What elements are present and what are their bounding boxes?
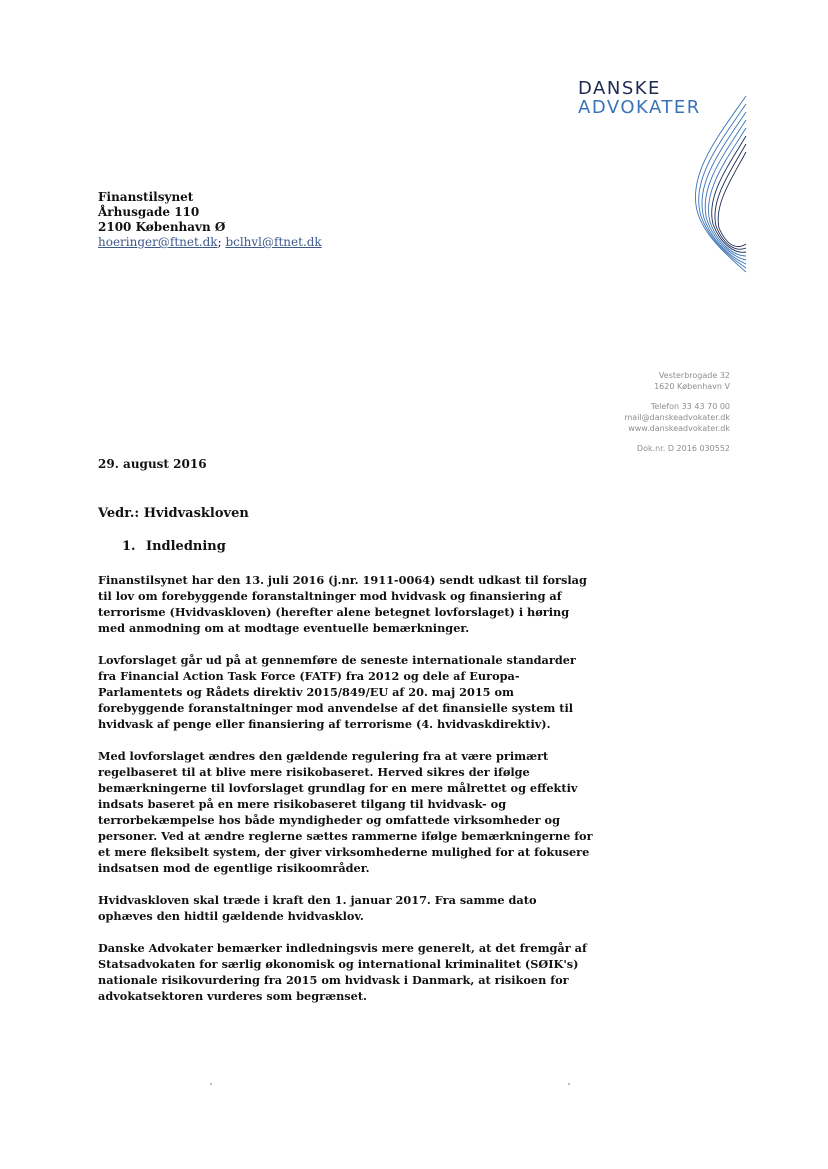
recipient-city: 2100 København Ø: [98, 220, 226, 234]
scan-speck: [568, 1083, 570, 1085]
recipient-email-link-2[interactable]: bclhvl@ftnet.dk: [225, 235, 322, 249]
recipient-address: [98, 190, 322, 250]
letter-date: 29. august 2016: [98, 457, 207, 471]
recipient-street: Århusgade 110: [98, 205, 200, 219]
paragraph-5: Danske Advokater bemærker indledningsvis mere generelt, at det fremgår af Statsadvokaten for særlig økonomisk og international kriminalitet (SØIK's) nationale risikovurdering fra 2015 om hvidvask i Danmark, at risikoen for advokatsektoren vurderes som begrænset.: [98, 941, 587, 1003]
logo-text-advokater: ADVOKATER: [578, 97, 701, 118]
document-number: Dok.nr. D 2016 030552: [636, 444, 730, 453]
paragraph-2: Lovforslaget går ud på at gennemføre de seneste internationale standarder fra Financial Action Task Force (FATF) fra 2012 og dele af Europa-Parlamentets og Rådets direktiv 2015/849/EU af 20. maj 2015 om forebyggende foranstaltninger mod anvendelse af det finansielle system til hvidvask af penge eller finansiering af terrorisme (4. hvidvaskdirektiv).: [98, 653, 576, 731]
section-heading: [122, 539, 226, 554]
logo-text-danske: DANSKE: [578, 78, 661, 99]
section-title: Indledning: [146, 539, 226, 554]
danske-advokater-logo: [578, 78, 748, 273]
sender-address: [625, 370, 731, 454]
logo-swoosh-icon: [678, 96, 748, 274]
recipient-emails: [98, 235, 322, 250]
letter-body: [98, 572, 593, 1020]
sender-phone: Telefon 33 43 70 00: [650, 402, 730, 411]
sender-web: www.danskeadvokater.dk: [628, 424, 730, 433]
letter-subject: Vedr.: Hvidvaskloven: [98, 506, 249, 521]
sender-city: 1620 København V: [654, 382, 730, 391]
email-separator: ;: [217, 235, 222, 249]
scan-speck: [210, 1083, 212, 1085]
paragraph-1: Finanstilsynet har den 13. juli 2016 (j.nr. 1911-0064) sendt udkast til forslag til lov om forebyggende foranstaltninger mod hvidvask og finansiering af terrorisme (Hvidvaskloven) (herefter alene betegnet lovforslaget) i høring med anmodning om at modtage eventuelle bemærkninger.: [98, 573, 587, 635]
sender-street: Vesterbrogade 32: [658, 371, 730, 380]
section-number: 1.: [122, 539, 136, 554]
recipient-name: Finanstilsynet: [98, 190, 194, 204]
sender-email: mail@danskeadvokater.dk: [624, 413, 730, 422]
paragraph-3: Med lovforslaget ændres den gældende regulering fra at være primært regelbaseret til at blive mere risikobaseret. Herved sikres der ifølge bemærkningerne til lovforslaget grundlag for en mere målrettet og effektiv indsats baseret på en mere risikobaseret tilgang til hvidvask- og terrorbekæmpelse hos både myndigheder og omfattede virksomheder og personer. Ved at ændre reglerne sættes rammerne ifølge bemærkningerne for et mere fleksibelt system, der giver virksomhederne mulighed for at fokusere indsatsen mod de egentlige risikoområder.: [98, 749, 593, 875]
recipient-email-link-1[interactable]: hoeringer@ftnet.dk: [98, 235, 218, 249]
paragraph-4: Hvidvaskloven skal træde i kraft den 1. januar 2017. Fra samme dato ophæves den hidtil gældende hvidvasklov.: [98, 893, 537, 923]
